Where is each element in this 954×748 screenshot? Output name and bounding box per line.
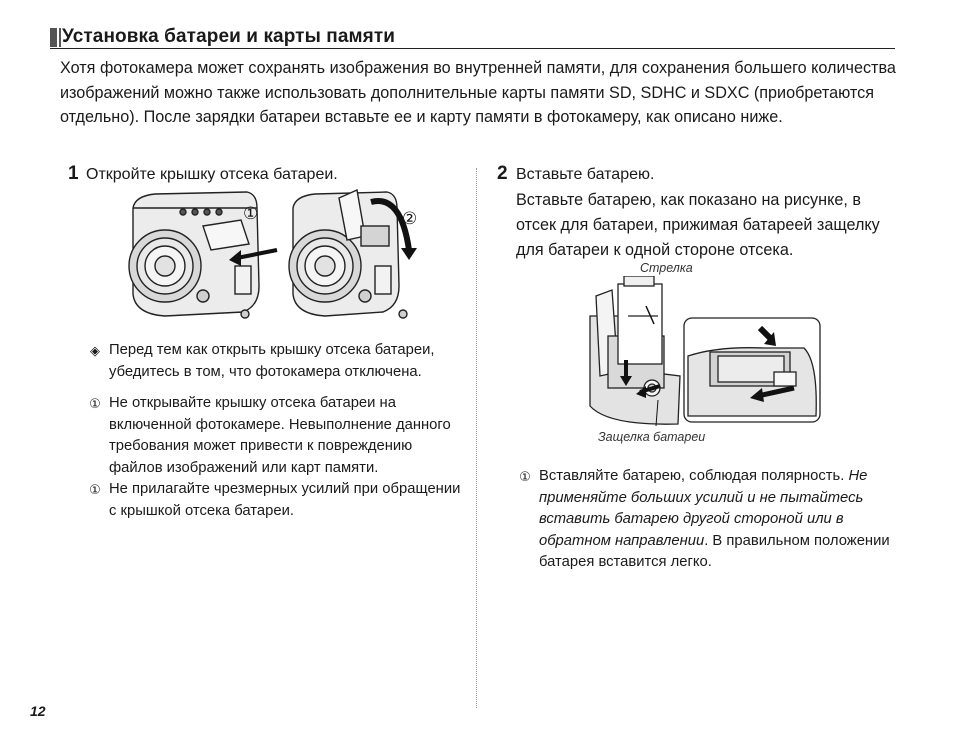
- step-2-note-emphasis: Не применяйте больших усилий и не пытайтесь вставить батарею другой стороной или в обратном направлении: [539, 468, 868, 549]
- caution-icon: ①: [89, 482, 101, 497]
- heading-marker: [50, 28, 59, 47]
- caption-arrow: Стрелка: [640, 261, 693, 275]
- figure-label-2: ②: [402, 209, 418, 228]
- step-2-title: Вставьте батарею.: [516, 166, 655, 183]
- heading-rule: [50, 48, 895, 49]
- caution-icon: ①: [89, 396, 101, 411]
- intro-paragraph: Хотя фотокамера может сохранять изображения во внутренней памяти, для сохранения большего количества изображений можно также использовать дополнительные карты памяти SD, SDHC и SDXC (приобретаются отдельно). После зарядки батареи вставьте ее и карту памяти в фотокамеру, как описано ниже.: [60, 59, 896, 126]
- step-1-note-1: Перед тем как открыть крышку отсека батареи, убедитесь в том, что фотокамера отключена.: [109, 342, 435, 380]
- tip-icon: ◈: [90, 343, 100, 358]
- step-1-number: 1: [68, 163, 79, 184]
- column-divider: [476, 168, 477, 708]
- caution-icon: ①: [519, 469, 531, 484]
- insert-battery-illustration: [588, 276, 824, 428]
- battery-compartment-right: [684, 318, 820, 422]
- figure-label-1: ①: [243, 204, 259, 223]
- step-1-note-2: Не открывайте крышку отсека батареи на включенной фотокамере. Невыполнение данного требования может привести к повреждению файлов изображений или карт памяти.: [109, 395, 451, 476]
- step-2-note-plain: Вставляйте батарею, соблюдая полярность.: [539, 468, 849, 484]
- step-2-number: 2: [497, 163, 508, 184]
- step-1-note-3: Не прилагайте чрезмерных усилий при обращении с крышкой отсека батареи.: [109, 481, 461, 519]
- open-battery-cover-illustration: [125, 186, 425, 326]
- page-number: 12: [30, 703, 46, 719]
- battery-compartment-left: [590, 276, 680, 424]
- camera-2-figure: [289, 190, 407, 318]
- caption-battery-latch: Защелка батареи: [598, 430, 706, 444]
- step-2-note-tail: . В правильном положении батарея вставится легко.: [539, 532, 890, 570]
- step-2-description: Вставьте батарею, как показано на рисунке, в отсек для батареи, прижимая батареей защелку для батареи к одной стороне отсека.: [516, 191, 880, 259]
- section-title: Установка батареи и карты памяти: [62, 26, 396, 47]
- step-2-note: [539, 466, 891, 574]
- step-1-title: Откройте крышку отсека батареи.: [86, 166, 338, 183]
